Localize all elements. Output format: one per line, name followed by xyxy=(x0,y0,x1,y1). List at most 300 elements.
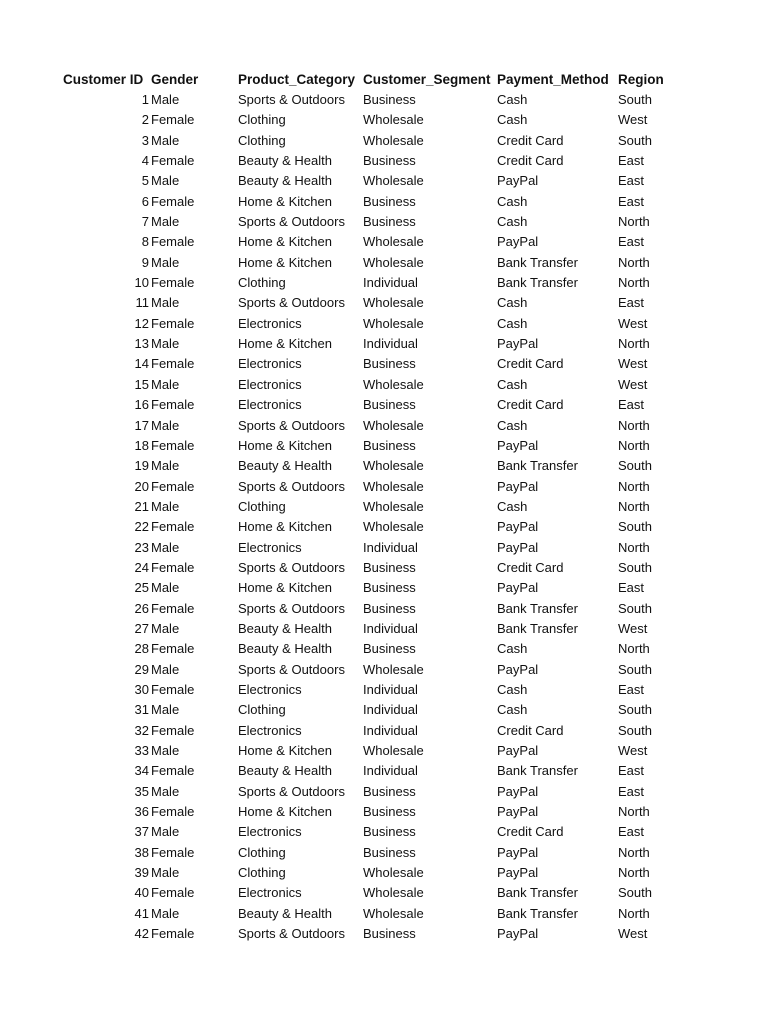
cell-payment-method: Credit Card xyxy=(497,132,564,148)
cell-product-category: Electronics xyxy=(238,885,302,901)
cell-region: East xyxy=(618,153,645,169)
cell-customer-id: 19 xyxy=(134,458,149,474)
cell-customer-segment: Business xyxy=(363,824,416,840)
cell-gender: Male xyxy=(151,417,180,433)
cell-customer-id: 32 xyxy=(134,722,149,738)
cell-customer-id: 16 xyxy=(134,397,149,413)
cell-payment-method: Cash xyxy=(497,641,528,657)
cell-region: North xyxy=(618,905,650,921)
cell-customer-id: 34 xyxy=(134,763,149,779)
cell-product-category: Clothing xyxy=(238,702,286,718)
table-row xyxy=(0,212,768,232)
cell-customer-id: 42 xyxy=(134,926,149,942)
cell-region: East xyxy=(618,193,645,209)
cell-customer-id: 38 xyxy=(134,844,149,860)
cell-region: East xyxy=(618,397,645,413)
table-row xyxy=(0,558,768,578)
cell-region: West xyxy=(618,743,648,758)
cell-customer-segment: Wholesale xyxy=(363,132,424,148)
cell-customer-segment: Individual xyxy=(363,722,418,738)
cell-region: South xyxy=(618,458,652,474)
cell-customer-id: 35 xyxy=(134,783,149,799)
cell-region: West xyxy=(618,112,648,128)
cell-gender: Female xyxy=(151,112,195,128)
cell-customer-segment: Wholesale xyxy=(363,458,424,474)
cell-region: West xyxy=(618,926,648,942)
cell-gender: Female xyxy=(151,315,195,331)
cell-gender: Female xyxy=(151,926,195,942)
cell-customer-segment: Business xyxy=(363,600,416,616)
cell-gender: Female xyxy=(151,275,195,291)
table-row xyxy=(0,232,768,252)
cell-customer-id: 24 xyxy=(134,559,149,575)
cell-payment-method: Cash xyxy=(497,315,528,331)
cell-payment-method: PayPal xyxy=(497,865,539,881)
cell-payment-method: Cash xyxy=(497,702,528,718)
cell-region: West xyxy=(618,376,648,392)
cell-region: South xyxy=(618,92,652,107)
cell-customer-segment: Wholesale xyxy=(363,234,424,250)
cell-customer-segment: Individual xyxy=(363,702,418,718)
cell-region: South xyxy=(618,132,652,148)
cell-product-category: Sports & Outdoors xyxy=(238,783,345,799)
cell-customer-id: 15 xyxy=(134,376,149,392)
cell-payment-method: PayPal xyxy=(497,234,539,250)
cell-payment-method: PayPal xyxy=(497,661,539,677)
header-row xyxy=(0,69,768,90)
cell-customer-segment: Business xyxy=(363,804,416,820)
cell-customer-id: 14 xyxy=(134,356,149,372)
table-row xyxy=(0,416,768,436)
cell-payment-method: Cash xyxy=(497,498,528,514)
table-row xyxy=(0,538,768,558)
cell-customer-segment: Wholesale xyxy=(363,112,424,128)
header-customer-segment: Customer_Segment xyxy=(363,72,491,87)
table-row xyxy=(0,782,768,802)
header-gender: Gender xyxy=(151,72,199,87)
cell-region: East xyxy=(618,173,645,189)
cell-gender: Female xyxy=(151,641,195,657)
cell-gender: Male xyxy=(151,336,180,352)
cell-region: North xyxy=(618,478,650,494)
cell-customer-segment: Business xyxy=(363,844,416,860)
cell-product-category: Home & Kitchen xyxy=(238,254,332,270)
cell-customer-segment: Wholesale xyxy=(363,661,424,677)
table-row xyxy=(0,456,768,476)
cell-product-category: Beauty & Health xyxy=(238,905,332,921)
cell-payment-method: Credit Card xyxy=(497,559,564,575)
cell-payment-method: Credit Card xyxy=(497,356,564,372)
cell-gender: Male xyxy=(151,702,180,718)
cell-region: North xyxy=(618,336,650,352)
table-row xyxy=(0,253,768,273)
table-row xyxy=(0,192,768,212)
table-row xyxy=(0,924,768,944)
cell-customer-id: 1 xyxy=(141,92,149,107)
cell-gender: Female xyxy=(151,681,195,697)
cell-customer-segment: Wholesale xyxy=(363,295,424,311)
cell-customer-segment: Individual xyxy=(363,763,418,779)
cell-customer-id: 11 xyxy=(135,295,149,311)
cell-customer-segment: Business xyxy=(363,926,416,942)
cell-customer-id: 29 xyxy=(134,661,149,677)
table-row xyxy=(0,639,768,659)
cell-product-category: Sports & Outdoors xyxy=(238,926,345,942)
cell-gender: Female xyxy=(151,722,195,738)
cell-product-category: Electronics xyxy=(238,397,302,413)
cell-customer-id: 39 xyxy=(134,865,149,881)
cell-customer-id: 9 xyxy=(141,254,149,270)
header-product-category: Product_Category xyxy=(238,72,356,87)
cell-customer-segment: Individual xyxy=(363,336,418,352)
cell-customer-segment: Business xyxy=(363,356,416,372)
table-row xyxy=(0,761,768,781)
cell-product-category: Beauty & Health xyxy=(238,620,332,636)
table-row xyxy=(0,721,768,741)
cell-payment-method: Bank Transfer xyxy=(497,905,578,921)
cell-customer-segment: Business xyxy=(363,153,416,169)
cell-customer-id: 3 xyxy=(141,132,149,148)
table-row xyxy=(0,660,768,680)
cell-product-category: Electronics xyxy=(238,356,302,372)
cell-region: North xyxy=(618,539,650,555)
cell-payment-method: PayPal xyxy=(497,743,539,758)
cell-region: North xyxy=(618,275,650,291)
cell-payment-method: PayPal xyxy=(497,580,539,596)
cell-customer-id: 30 xyxy=(134,681,149,697)
cell-customer-id: 21 xyxy=(134,498,149,514)
cell-product-category: Clothing xyxy=(238,498,286,514)
cell-payment-method: PayPal xyxy=(497,437,539,453)
cell-customer-segment: Wholesale xyxy=(363,865,424,881)
cell-product-category: Clothing xyxy=(238,865,286,881)
cell-customer-segment: Wholesale xyxy=(363,173,424,189)
cell-product-category: Electronics xyxy=(238,315,302,331)
cell-product-category: Sports & Outdoors xyxy=(238,295,345,311)
cell-gender: Female xyxy=(151,804,195,820)
table-row xyxy=(0,90,768,110)
table-row xyxy=(0,863,768,883)
cell-gender: Female xyxy=(151,600,195,616)
cell-region: East xyxy=(618,763,645,779)
cell-region: South xyxy=(618,885,652,901)
cell-product-category: Electronics xyxy=(238,722,302,738)
cell-customer-id: 27 xyxy=(134,620,149,636)
cell-product-category: Sports & Outdoors xyxy=(238,661,345,677)
cell-customer-id: 28 xyxy=(134,641,149,657)
cell-product-category: Home & Kitchen xyxy=(238,519,332,535)
cell-region: West xyxy=(618,315,648,331)
cell-customer-id: 7 xyxy=(141,214,149,230)
header-payment-method: Payment_Method xyxy=(497,72,609,87)
cell-payment-method: PayPal xyxy=(497,804,539,820)
cell-product-category: Electronics xyxy=(238,539,302,555)
cell-product-category: Beauty & Health xyxy=(238,153,332,169)
cell-product-category: Sports & Outdoors xyxy=(238,417,345,433)
cell-region: North xyxy=(618,437,650,453)
cell-gender: Male xyxy=(151,620,180,636)
cell-region: West xyxy=(618,356,648,372)
table-row xyxy=(0,700,768,720)
cell-payment-method: Cash xyxy=(497,214,528,230)
cell-payment-method: PayPal xyxy=(497,336,539,352)
table-row xyxy=(0,822,768,842)
cell-payment-method: Cash xyxy=(497,112,528,128)
cell-customer-segment: Wholesale xyxy=(363,376,424,392)
cell-customer-id: 26 xyxy=(134,600,149,616)
table-row xyxy=(0,680,768,700)
cell-payment-method: Cash xyxy=(497,193,528,209)
cell-customer-id: 12 xyxy=(134,315,149,331)
cell-customer-id: 8 xyxy=(141,234,149,250)
cell-customer-id: 25 xyxy=(134,580,149,596)
cell-gender: Male xyxy=(151,824,180,840)
table-row xyxy=(0,517,768,537)
cell-gender: Male xyxy=(151,743,180,758)
cell-customer-segment: Wholesale xyxy=(363,417,424,433)
cell-region: South xyxy=(618,661,652,677)
cell-payment-method: PayPal xyxy=(497,478,539,494)
table-row xyxy=(0,273,768,293)
cell-payment-method: Bank Transfer xyxy=(497,885,578,901)
cell-payment-method: Cash xyxy=(497,681,528,697)
cell-gender: Male xyxy=(151,498,180,514)
cell-product-category: Home & Kitchen xyxy=(238,580,332,596)
cell-gender: Female xyxy=(151,397,195,413)
cell-customer-id: 4 xyxy=(141,153,149,169)
cell-payment-method: PayPal xyxy=(497,539,539,555)
cell-payment-method: PayPal xyxy=(497,844,539,860)
cell-customer-segment: Wholesale xyxy=(363,885,424,901)
cell-payment-method: Bank Transfer xyxy=(497,763,578,779)
cell-customer-segment: Business xyxy=(363,193,416,209)
cell-payment-method: PayPal xyxy=(497,926,539,942)
cell-region: East xyxy=(618,580,645,596)
cell-region: South xyxy=(618,600,652,616)
cell-customer-id: 17 xyxy=(134,417,149,433)
cell-customer-id: 31 xyxy=(134,702,149,718)
table-row xyxy=(0,354,768,374)
cell-product-category: Beauty & Health xyxy=(238,458,332,474)
cell-customer-segment: Business xyxy=(363,397,416,413)
cell-customer-segment: Business xyxy=(363,783,416,799)
cell-gender: Male xyxy=(151,254,180,270)
cell-customer-segment: Wholesale xyxy=(363,743,424,758)
cell-product-category: Sports & Outdoors xyxy=(238,478,345,494)
cell-gender: Male xyxy=(151,580,180,596)
cell-gender: Male xyxy=(151,92,180,107)
cell-product-category: Beauty & Health xyxy=(238,763,332,779)
cell-product-category: Beauty & Health xyxy=(238,641,332,657)
cell-product-category: Electronics xyxy=(238,376,302,392)
cell-region: North xyxy=(618,641,650,657)
table-row xyxy=(0,578,768,598)
cell-region: North xyxy=(618,417,650,433)
cell-payment-method: Credit Card xyxy=(497,722,564,738)
cell-customer-segment: Business xyxy=(363,214,416,230)
cell-product-category: Clothing xyxy=(238,275,286,291)
cell-gender: Female xyxy=(151,193,195,209)
cell-gender: Female xyxy=(151,153,195,169)
cell-region: East xyxy=(618,824,645,840)
cell-payment-method: Credit Card xyxy=(497,153,564,169)
cell-customer-segment: Individual xyxy=(363,539,418,555)
cell-customer-id: 37 xyxy=(134,824,149,840)
cell-payment-method: Bank Transfer xyxy=(497,275,578,291)
table-row xyxy=(0,802,768,822)
table-row xyxy=(0,110,768,130)
cell-product-category: Sports & Outdoors xyxy=(238,600,345,616)
table-row xyxy=(0,599,768,619)
cell-customer-segment: Business xyxy=(363,580,416,596)
cell-gender: Female xyxy=(151,763,195,779)
cell-customer-id: 5 xyxy=(141,173,149,189)
cell-customer-segment: Wholesale xyxy=(363,905,424,921)
cell-customer-id: 10 xyxy=(134,275,149,291)
cell-product-category: Electronics xyxy=(238,681,302,697)
table-row xyxy=(0,436,768,456)
table-row xyxy=(0,843,768,863)
cell-customer-id: 23 xyxy=(134,539,149,555)
cell-payment-method: Cash xyxy=(497,295,528,311)
table-row xyxy=(0,497,768,517)
cell-payment-method: Credit Card xyxy=(497,397,564,413)
cell-region: North xyxy=(618,214,650,230)
cell-customer-segment: Wholesale xyxy=(363,478,424,494)
cell-product-category: Clothing xyxy=(238,844,286,860)
table-row xyxy=(0,293,768,313)
cell-customer-segment: Wholesale xyxy=(363,519,424,535)
cell-customer-segment: Business xyxy=(363,92,416,107)
cell-product-category: Electronics xyxy=(238,824,302,840)
table-row xyxy=(0,131,768,151)
cell-gender: Male xyxy=(151,458,180,474)
cell-product-category: Clothing xyxy=(238,112,286,128)
table-row xyxy=(0,883,768,903)
cell-payment-method: PayPal xyxy=(497,783,539,799)
cell-customer-id: 6 xyxy=(141,193,149,209)
cell-region: South xyxy=(618,702,652,718)
table-row xyxy=(0,477,768,497)
cell-product-category: Clothing xyxy=(238,132,286,148)
table-row xyxy=(0,395,768,415)
cell-gender: Male xyxy=(151,214,180,230)
cell-region: North xyxy=(618,498,650,514)
cell-customer-segment: Wholesale xyxy=(363,315,424,331)
cell-gender: Male xyxy=(151,539,180,555)
cell-customer-id: 40 xyxy=(134,885,149,901)
cell-region: South xyxy=(618,722,652,738)
cell-product-category: Home & Kitchen xyxy=(238,437,332,453)
cell-customer-id: 13 xyxy=(134,336,149,352)
cell-product-category: Home & Kitchen xyxy=(238,804,332,820)
cell-payment-method: Bank Transfer xyxy=(497,254,578,270)
cell-gender: Male xyxy=(151,905,180,921)
cell-customer-id: 22 xyxy=(134,519,149,535)
cell-payment-method: Credit Card xyxy=(497,824,564,840)
cell-payment-method: Bank Transfer xyxy=(497,620,578,636)
cell-gender: Male xyxy=(151,661,180,677)
cell-gender: Female xyxy=(151,356,195,372)
cell-product-category: Home & Kitchen xyxy=(238,336,332,352)
cell-product-category: Sports & Outdoors xyxy=(238,92,345,107)
cell-region: North xyxy=(618,804,650,820)
cell-product-category: Home & Kitchen xyxy=(238,234,332,250)
header-region: Region xyxy=(618,72,664,87)
cell-region: North xyxy=(618,865,650,881)
cell-gender: Female xyxy=(151,519,195,535)
cell-product-category: Sports & Outdoors xyxy=(238,559,345,575)
cell-payment-method: PayPal xyxy=(497,173,539,189)
cell-gender: Male xyxy=(151,376,180,392)
table-row xyxy=(0,151,768,171)
table-row xyxy=(0,375,768,395)
cell-gender: Female xyxy=(151,478,195,494)
cell-gender: Female xyxy=(151,885,195,901)
cell-payment-method: Cash xyxy=(497,92,528,107)
cell-gender: Female xyxy=(151,844,195,860)
cell-gender: Male xyxy=(151,173,180,189)
table-body xyxy=(0,90,768,944)
cell-gender: Male xyxy=(151,295,180,311)
cell-gender: Male xyxy=(151,865,180,881)
cell-gender: Female xyxy=(151,234,195,250)
cell-payment-method: Cash xyxy=(497,417,528,433)
data-table xyxy=(0,69,768,944)
cell-customer-segment: Business xyxy=(363,641,416,657)
cell-region: East xyxy=(618,681,645,697)
cell-gender: Female xyxy=(151,437,195,453)
table-row xyxy=(0,314,768,334)
cell-region: South xyxy=(618,519,652,535)
cell-region: West xyxy=(618,620,648,636)
cell-product-category: Home & Kitchen xyxy=(238,193,332,209)
cell-customer-segment: Wholesale xyxy=(363,498,424,514)
table-row xyxy=(0,619,768,639)
cell-region: East xyxy=(618,234,645,250)
cell-payment-method: Cash xyxy=(497,376,528,392)
table-row xyxy=(0,904,768,924)
cell-gender: Male xyxy=(151,783,180,799)
table-row xyxy=(0,171,768,191)
header-customer-id: Customer ID xyxy=(63,72,144,87)
cell-payment-method: PayPal xyxy=(497,519,539,535)
cell-customer-segment: Wholesale xyxy=(363,254,424,270)
cell-customer-id: 41 xyxy=(134,905,149,921)
cell-customer-segment: Individual xyxy=(363,681,418,697)
cell-gender: Female xyxy=(151,559,195,575)
cell-region: North xyxy=(618,254,650,270)
cell-region: East xyxy=(618,783,645,799)
cell-customer-segment: Individual xyxy=(363,620,418,636)
cell-customer-segment: Business xyxy=(363,559,416,575)
cell-product-category: Home & Kitchen xyxy=(238,743,332,758)
cell-payment-method: Bank Transfer xyxy=(497,600,578,616)
table-row xyxy=(0,741,768,761)
cell-region: North xyxy=(618,844,650,860)
cell-region: South xyxy=(618,559,652,575)
cell-customer-id: 18 xyxy=(134,437,149,453)
cell-customer-id: 33 xyxy=(134,743,149,758)
table-row xyxy=(0,334,768,354)
cell-customer-id: 36 xyxy=(134,804,149,820)
cell-customer-segment: Individual xyxy=(363,275,418,291)
cell-gender: Male xyxy=(151,132,180,148)
cell-customer-id: 20 xyxy=(134,478,149,494)
cell-region: East xyxy=(618,295,645,311)
cell-product-category: Sports & Outdoors xyxy=(238,214,345,230)
cell-payment-method: Bank Transfer xyxy=(497,458,578,474)
